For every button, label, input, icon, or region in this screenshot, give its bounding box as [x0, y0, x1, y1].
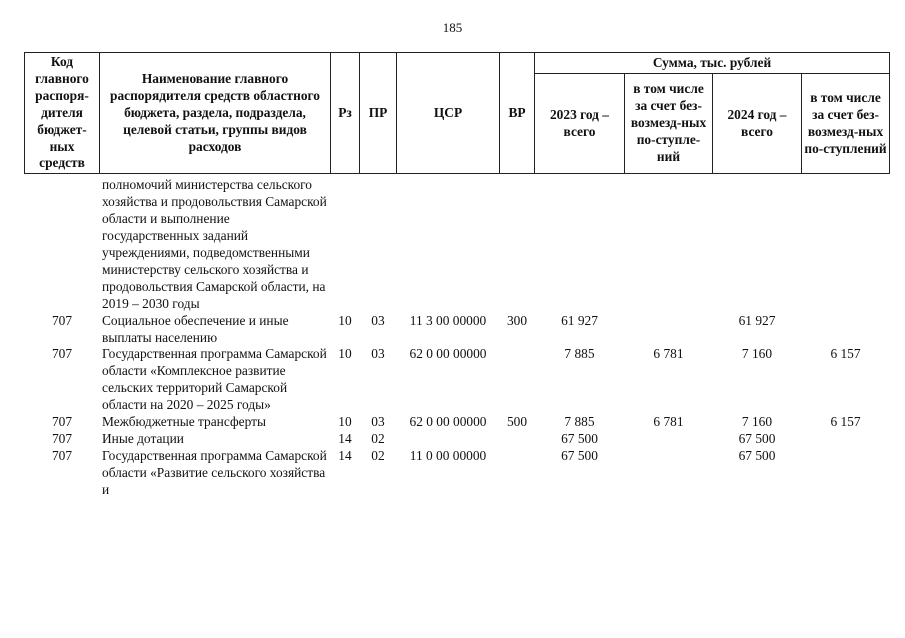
cell-2023-total: [535, 174, 625, 313]
cell-2024-gratuitous: [802, 448, 890, 499]
cell-rz: [331, 174, 360, 313]
table-row: [25, 414, 890, 431]
cell-name: Социальное обеспечение и иные выплаты населению: [102, 312, 289, 345]
cell-2024-total: 7 160: [741, 346, 773, 362]
cell-2023-gratuitous: [625, 448, 713, 499]
cell-csr: 62 0 00 00000: [409, 346, 487, 362]
cell-code: 707: [51, 447, 73, 463]
cell-2023-total: 67 500: [561, 430, 598, 446]
cell-code: [25, 174, 100, 313]
cell-vr: [500, 431, 535, 448]
header-vr: ВР: [500, 53, 535, 174]
table-row: [25, 431, 890, 448]
cell-2024-gratuitous: [802, 431, 890, 448]
header-2024-total: 2024 год – всего: [713, 74, 802, 174]
cell-rz: 10: [338, 346, 352, 362]
header-rz: Рз: [331, 53, 360, 174]
cell-2023-total: 67 500: [561, 447, 598, 463]
cell-csr: [397, 431, 500, 448]
cell-2024-gratuitous: 6 157: [830, 346, 861, 362]
cell-pr: 02: [371, 447, 385, 463]
table-row: [25, 346, 890, 414]
cell-2023-gratuitous: [625, 313, 713, 347]
cell-pr: [360, 174, 397, 313]
header-name: Наименование главного распорядителя средств областного бюджета, раздела, подраздела, целевой статьи, группы видов расходов: [100, 53, 331, 174]
cell-rz: 14: [338, 447, 352, 463]
cell-2024-gratuitous: [802, 174, 890, 313]
cell-pr: 03: [371, 312, 385, 328]
cell-2023-gratuitous: [625, 431, 713, 448]
cell-code: 707: [51, 430, 73, 446]
cell-csr: 62 0 00 00000: [409, 414, 487, 430]
cell-rz: 14: [338, 430, 352, 446]
cell-2023-gratuitous: 6 781: [653, 414, 684, 430]
table-header: [25, 53, 890, 174]
page-number: 185: [442, 20, 463, 35]
cell-csr: [397, 174, 500, 313]
table-row: [25, 448, 890, 499]
header-code: Код главного распоря-дителя бюджет-ных средств: [25, 53, 100, 174]
header-2024-gratuitous: в том числе за счет без-возмезд-ных по-ступлений: [802, 74, 890, 174]
cell-2023-total: 7 885: [564, 346, 595, 362]
cell-pr: 02: [371, 430, 385, 446]
cell-name: Иные дотации: [102, 430, 184, 446]
header-sum-group: Сумма, тыс. рублей: [535, 53, 890, 74]
cell-2024-total: [713, 174, 802, 313]
cell-code: 707: [51, 312, 73, 328]
cell-name: Межбюджетные трансферты: [102, 414, 266, 430]
cell-rz: 10: [338, 312, 352, 328]
header-2023-total: 2023 год – всего: [535, 74, 625, 174]
cell-code: 707: [51, 346, 73, 362]
table-row: [25, 174, 890, 313]
table-body: [25, 174, 890, 499]
budget-table: [24, 52, 890, 499]
cell-2024-gratuitous: [802, 313, 890, 347]
cell-vr: 300: [506, 312, 528, 328]
cell-vr: [500, 174, 535, 313]
cell-2024-total: 61 927: [738, 312, 776, 328]
cell-2024-total: 67 500: [738, 447, 776, 463]
cell-2023-gratuitous: 6 781: [653, 346, 684, 362]
cell-pr: 03: [371, 414, 385, 430]
cell-csr: 11 3 00 00000: [409, 312, 487, 328]
cell-2023-total: 61 927: [561, 312, 598, 328]
cell-name: полномочий министерства сельского хозяйства и продовольствия Самарской области и выполнение государственных заданий учреждениями, подведомственными министерству сельского хозяйства и продовольствия Самарской области, на 2019 – 2030 годы: [100, 174, 331, 313]
cell-2024-total: 67 500: [738, 430, 776, 446]
cell-csr: 11 0 00 00000: [409, 447, 487, 463]
cell-code: 707: [51, 414, 73, 430]
header-2023-gratuitous: в том числе за счет без-возмезд-ных по-ступле-ний: [625, 74, 713, 174]
cell-pr: 03: [371, 346, 385, 362]
cell-rz: 10: [338, 414, 352, 430]
cell-2024-gratuitous: 6 157: [830, 414, 861, 430]
cell-vr: [500, 448, 535, 499]
cell-2023-total: 7 885: [564, 414, 595, 430]
header-pr: ПР: [360, 53, 397, 174]
cell-2023-gratuitous: [625, 174, 713, 313]
cell-2024-total: 7 160: [741, 414, 773, 430]
cell-vr: [500, 346, 535, 414]
cell-name: Государственная программа Самарской области «Развитие сельского хозяйства и: [102, 447, 327, 497]
table-row: [25, 313, 890, 347]
cell-name: Государственная программа Самарской области «Комплексное развитие сельских территорий Самарской области на 2020 – 2025 годы»: [102, 346, 327, 413]
header-csr: ЦСР: [397, 53, 500, 174]
cell-vr: 500: [506, 414, 528, 430]
